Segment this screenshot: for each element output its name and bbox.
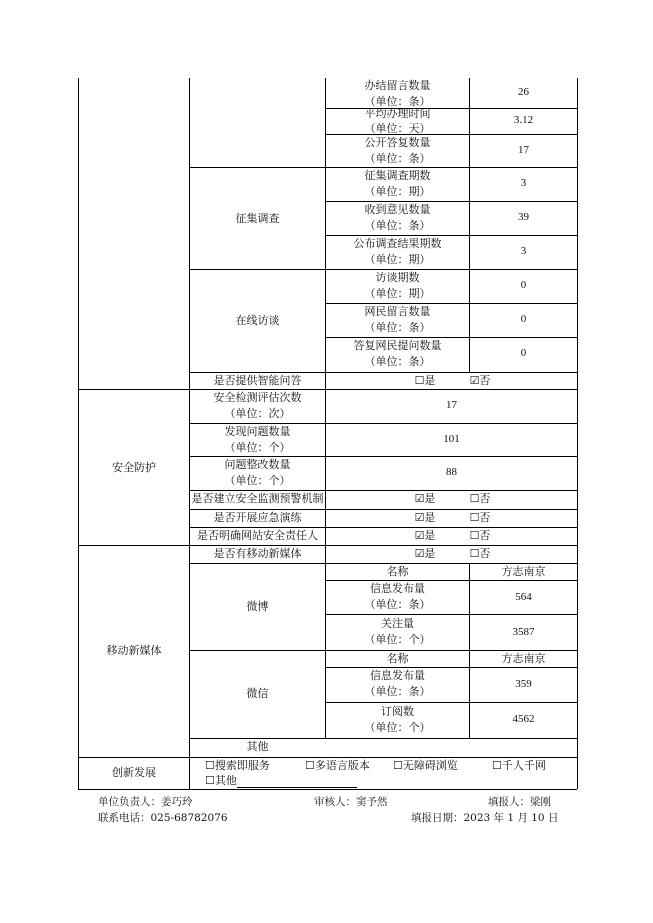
label-text: 网民留言数量 [364,305,431,318]
unit-text: （单位：条） [364,95,431,108]
unit-text: （单位：次） [224,407,291,420]
smart-qa-label: 是否提供智能问答 [213,374,302,387]
reviewer: 审核人：窦予然 [314,796,388,808]
security-check-yes-checkbox[interactable]: ☑是 [414,529,436,542]
unit-text: （单位：期） [364,185,431,198]
row-label [326,135,469,167]
section-mobile: 移动新媒体 [106,644,162,657]
weibo-header-label: 名称 [386,565,409,578]
unit-text: （单位：条） [364,598,431,611]
row-value: 3 [520,177,527,189]
unit-text: （单位：期） [364,253,431,266]
label-text: 发现问题数量 [224,425,291,438]
label-text: 访谈期数 [375,271,420,284]
wechat-header-label: 名称 [386,652,409,665]
label-text: 问题整改数量 [224,458,291,471]
row-label [326,236,469,268]
has-media-yes-checkbox[interactable]: ☑是 [414,547,436,560]
weibo-header-value: 方志南京 [501,565,546,578]
label-text: 关注量 [381,617,414,630]
security-check-no-checkbox[interactable]: ☐否 [469,492,491,505]
label-text: 办结留言数量 [364,79,431,92]
unit-text: （单位：条） [364,355,431,368]
row-label [190,457,325,489]
label-text: 公布调查结果期数 [353,237,442,250]
section-security: 安全防护 [112,461,156,474]
security-check-label: 是否开展应急演练 [213,511,302,524]
unit-text: （单位：条） [364,685,431,698]
section-interview: 在线访谈 [235,314,280,327]
row-value: 3 [520,245,527,257]
row-value: 0 [520,347,527,359]
has-media-label: 是否有移动新媒体 [213,547,302,560]
fill-date: 填报日期：2023 年 1 月 10 日 [411,812,559,824]
row-label [326,202,469,234]
label-text: 征集调查期数 [364,169,431,182]
label-text: 平均办理时间 [364,107,431,120]
row-value: 17 [518,144,529,156]
unit-text: （单位：条） [364,219,431,232]
label-text: 信息发布量 [370,582,425,595]
section-innovation: 创新发展 [112,766,156,779]
row-value: 39 [518,211,529,223]
unit-text: （单位：个） [224,474,291,487]
row-value: 101 [443,433,460,445]
security-check-no-checkbox[interactable]: ☐否 [469,511,491,524]
label-text: 订阅数 [381,705,414,718]
row-label [190,424,325,456]
unit-text: （单位：条） [364,321,431,334]
option-multilang-checkbox[interactable]: ☐多语言版本 [305,759,370,772]
row-value: 88 [446,466,457,478]
row-value: 0 [520,279,527,291]
row-label [326,668,469,700]
unit-text: （单位：条） [364,152,431,165]
label-text: 安全检测评估次数 [213,391,302,404]
unit-text: （单位：天） [364,122,431,135]
unit-text: （单位：个） [224,441,291,454]
row-value: 0 [520,313,527,325]
smart-qa-no-checkbox[interactable]: ☑否 [469,374,491,387]
security-check-yes-checkbox[interactable]: ☑是 [414,511,436,524]
security-check-yes-checkbox[interactable]: ☑是 [414,492,436,505]
wechat-label: 微信 [246,687,269,700]
security-check-no-checkbox[interactable]: ☐否 [469,529,491,542]
phone: 联系电话：025-68782076 [98,812,228,824]
row-value: 3587 [512,626,535,638]
option-personalized-checkbox[interactable]: ☐千人千网 [492,759,546,772]
row-label [326,270,469,302]
row-value: 3.12 [513,114,534,126]
row-label [326,168,469,200]
has-media-no-checkbox[interactable]: ☐否 [469,547,491,560]
mobile-other-label: 其他 [246,740,269,753]
security-check-label: 是否明确网站安全责任人 [197,529,318,542]
option-accessible-checkbox[interactable]: ☐无障碍浏览 [393,759,458,772]
row-value: 564 [515,591,532,603]
row-label [326,581,469,613]
row-value: 17 [446,399,457,411]
unit-head: 单位负责人：姜巧玲 [98,796,193,808]
label-text: 信息发布量 [370,669,425,682]
row-value: 359 [515,678,532,690]
smart-qa-yes-checkbox[interactable]: ☐是 [414,374,436,387]
weibo-label: 微博 [246,600,269,613]
unit-text: （单位：期） [364,287,431,300]
row-label [326,704,469,736]
row-label [326,304,469,336]
row-value: 4562 [512,713,535,725]
other-underline [237,776,357,788]
row-label [326,106,469,136]
section-survey: 征集调查 [235,212,280,225]
row-label [190,390,325,422]
row-label [326,338,469,370]
unit-text: （单位：个） [364,633,431,646]
other-text: ☐其他 [205,774,237,787]
unit-text: （单位：个） [364,721,431,734]
row-value: 26 [518,86,529,98]
filler: 填报人：梁刚 [488,796,551,808]
option-search-checkbox[interactable]: ☐搜索即服务 [205,759,270,772]
label-text: 公开答复数量 [364,136,431,149]
label-text: 答复网民提问数量 [353,339,442,352]
option-other-checkbox[interactable] [205,773,357,788]
security-check-label: 是否建立安全监测预警机制 [191,492,324,505]
label-text: 收到意见数量 [364,203,431,216]
wechat-header-value: 方志南京 [501,652,546,665]
row-label [326,616,469,648]
